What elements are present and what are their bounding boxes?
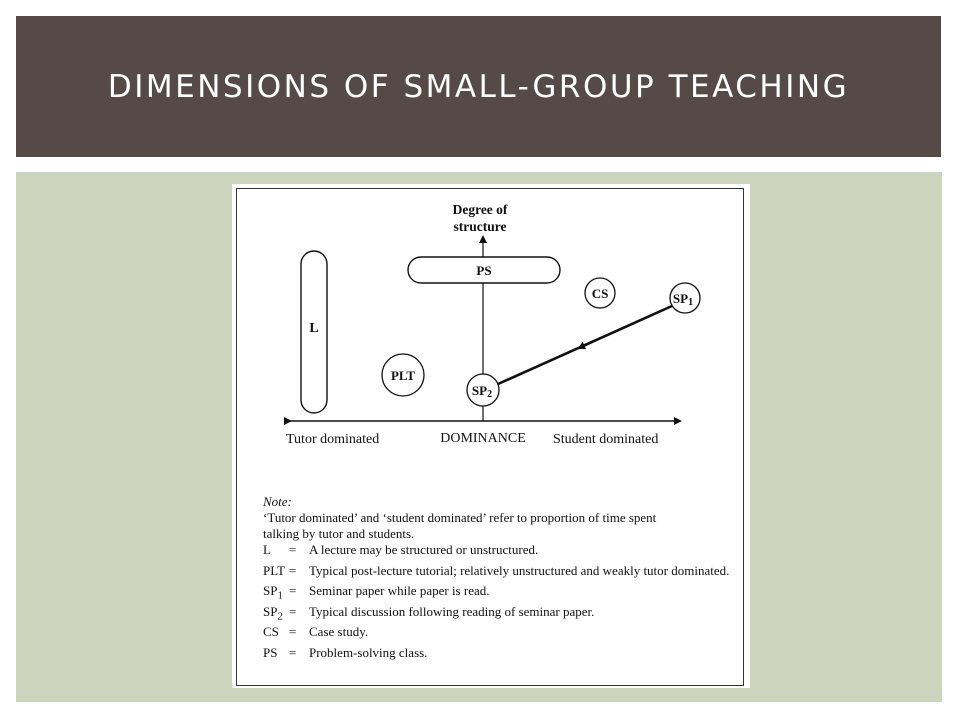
note-item [263, 604, 743, 625]
note-abbr-text: CS [263, 624, 279, 640]
dominance-label: DOMINANCE [440, 431, 526, 446]
note-abbr-text: SP [263, 603, 278, 619]
note-definition: Problem-solving class. [309, 644, 428, 660]
note-abbr [263, 604, 289, 625]
student-dominated-label: Student dominated [553, 432, 659, 447]
note-abbr [263, 563, 289, 584]
post-lecture-tutorial-node-label: PLT [390, 368, 416, 383]
note-definition: Case study. [309, 624, 369, 640]
note-abbr-text: PS [263, 644, 278, 660]
structure-axis-label-line2: structure [453, 219, 507, 234]
note-abbr [263, 624, 289, 645]
note-equals: = [289, 603, 297, 619]
note-abbr-sub: 2 [277, 610, 283, 623]
note-item [263, 624, 743, 645]
note-equals: = [289, 562, 297, 578]
note-definition: Seminar paper while paper is read. [309, 583, 490, 599]
seminar-paper-1-node-base: SP [672, 291, 689, 306]
note-abbr-text: PLT [263, 562, 285, 578]
note-definition: Typical discussion following reading of seminar paper. [309, 603, 595, 619]
note-item [263, 583, 743, 604]
note-definition: A lecture may be structured or unstructured. [309, 542, 539, 557]
slide-title: DIMENSIONS OF SMALL-GROUP TEACHING [107, 68, 850, 105]
note-abbr-text: SP [263, 583, 278, 599]
seminar-paper-2-node-base: SP [471, 383, 488, 398]
note-equals: = [289, 542, 297, 557]
note-abbr-text: L [263, 542, 271, 557]
structure-axis-label-line1: Degree of [452, 202, 508, 217]
case-study-node-label: CS [591, 286, 609, 301]
note-abbr [263, 645, 289, 666]
note-abbr-sub: 1 [277, 589, 283, 602]
seminar-paper-2-node-sub: 2 [487, 389, 493, 400]
note-abbr [263, 583, 289, 604]
problem-solving-node-label: PS [476, 263, 492, 278]
notes-heading: Note: [263, 494, 292, 509]
note-definition: Typical post-lecture tutorial; relatively unstructured and weakly tutor dominated. [309, 562, 730, 578]
seminar-paper-1-node-sub: 1 [688, 297, 694, 308]
tutor-dominated-label: Tutor dominated [286, 432, 380, 447]
lecture-node-label: L [309, 321, 319, 336]
notes-intro-line1: ‘Tutor dominated’ and ‘student dominated’ refer to proportion of time spent [263, 510, 657, 525]
note-equals: = [289, 583, 297, 599]
note-item [263, 563, 743, 584]
note-abbr [263, 542, 289, 563]
note-item [263, 645, 743, 666]
note-equals: = [289, 644, 297, 660]
diagram-notes [263, 494, 743, 666]
note-equals: = [289, 624, 297, 640]
seminar-trajectory-arrow [579, 342, 592, 348]
notes-intro-line2: talking by tutor and students. [263, 526, 415, 541]
note-item [263, 542, 743, 563]
